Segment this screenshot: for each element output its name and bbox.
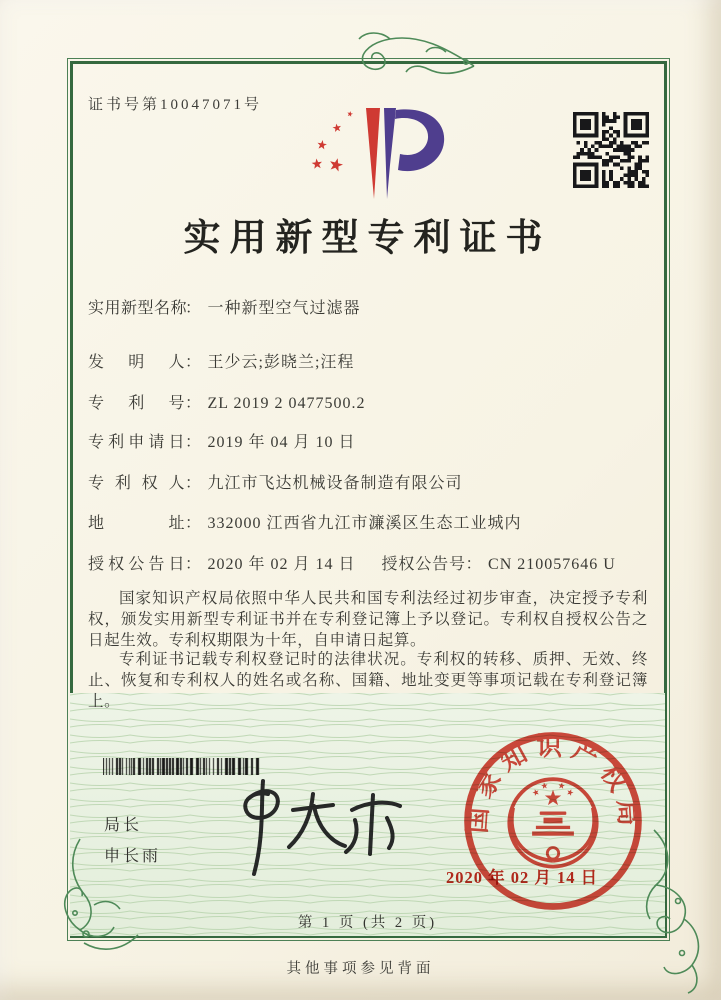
national-emblem-icon bbox=[509, 779, 596, 866]
field-colon: ： bbox=[185, 434, 202, 451]
field-colon: ： bbox=[185, 354, 202, 371]
logo-p-stem bbox=[384, 108, 396, 199]
signer-name: 申长雨 bbox=[104, 848, 162, 865]
seal-text: 国家知识产权局 bbox=[462, 732, 644, 835]
field-row-grant bbox=[88, 551, 661, 574]
field-colon: ： bbox=[185, 300, 202, 317]
field-pair-grant-no bbox=[382, 556, 616, 573]
field-colon: ： bbox=[185, 515, 202, 532]
logo-red-wedge bbox=[366, 108, 380, 199]
page-number: 第 1 页 (共 2 页) bbox=[297, 915, 438, 931]
field-label: 专利号 bbox=[88, 395, 185, 412]
logo-star-icon bbox=[318, 140, 327, 149]
field-value: 王少云;彭晓兰;汪程 bbox=[207, 354, 355, 371]
legal-paragraph-register: 专利证书记载专利权登记时的法律状况。专利权的转移、质押、无效、终止、恢复和专利权人的姓名或名称、国籍、地址变更等事项记载在专利登记簿上。 bbox=[88, 651, 648, 710]
logo-star-icon bbox=[312, 159, 322, 169]
field-row-filing-date bbox=[88, 429, 661, 452]
field-value: 九江市飞达机械设备制造有限公司 bbox=[207, 475, 463, 492]
field-row-patentee bbox=[88, 470, 661, 493]
legal-paragraph-grant: 国家知识产权局依照中华人民共和国专利法经过初步审查，决定授予专利权，颁发实用新型专利证书并在专利登记簿上予以登记。专利权自授权公告之日起生效。专利权期限为十年，自申请日起算。 bbox=[88, 590, 648, 649]
logo-star-icon bbox=[347, 111, 353, 117]
signer-title: 局长 bbox=[104, 817, 143, 834]
field-label: 授权公告日 bbox=[88, 556, 185, 573]
logo-star-icon bbox=[330, 158, 343, 171]
certificate-number: 证书号第10047071号 bbox=[88, 97, 263, 113]
field-value: CN 210057646 U bbox=[488, 556, 616, 573]
field-label: 专利权人 bbox=[88, 475, 185, 492]
certificate-title: 实用新型专利证书 bbox=[183, 218, 552, 259]
field-value: 332000 江西省九江市濂溪区生态工业城内 bbox=[207, 515, 522, 532]
logo-star-icon bbox=[333, 124, 342, 132]
field-label: 发明人 bbox=[88, 354, 185, 371]
dragon-flourish-icon bbox=[348, 28, 478, 83]
field-value: 2019 年 04 月 10 日 bbox=[207, 434, 356, 451]
cnipa-logo-icon bbox=[306, 103, 456, 203]
barcode bbox=[103, 758, 261, 775]
field-colon: ： bbox=[465, 556, 483, 573]
field-row-patent-no bbox=[88, 390, 661, 413]
field-colon: ： bbox=[185, 475, 202, 492]
seal-date: 2020 年 02 月 14 日 bbox=[446, 868, 599, 887]
field-label: 专利申请日 bbox=[88, 434, 185, 451]
field-row-name bbox=[88, 295, 661, 318]
field-value: ZL 2019 2 0477500.2 bbox=[207, 395, 366, 412]
field-row-address bbox=[88, 510, 661, 533]
floral-flourish-icon bbox=[634, 825, 721, 995]
field-row-inventor bbox=[88, 349, 661, 372]
footer-note: 其他事项参见背面 bbox=[286, 961, 435, 977]
field-colon: ： bbox=[185, 556, 202, 573]
field-colon: ： bbox=[185, 395, 202, 412]
field-label: 地址 bbox=[88, 515, 185, 532]
field-label: 实用新型名称 bbox=[88, 300, 188, 317]
field-label: 授权公告号 bbox=[381, 556, 466, 573]
field-value: 2020 年 02 月 14 日 bbox=[207, 556, 356, 573]
signature-shen-changyu bbox=[192, 775, 407, 880]
field-value: 一种新型空气过滤器 bbox=[207, 300, 361, 317]
floral-flourish-icon bbox=[50, 835, 145, 960]
qr-code bbox=[573, 112, 649, 188]
logo-p-bowl bbox=[395, 109, 444, 171]
